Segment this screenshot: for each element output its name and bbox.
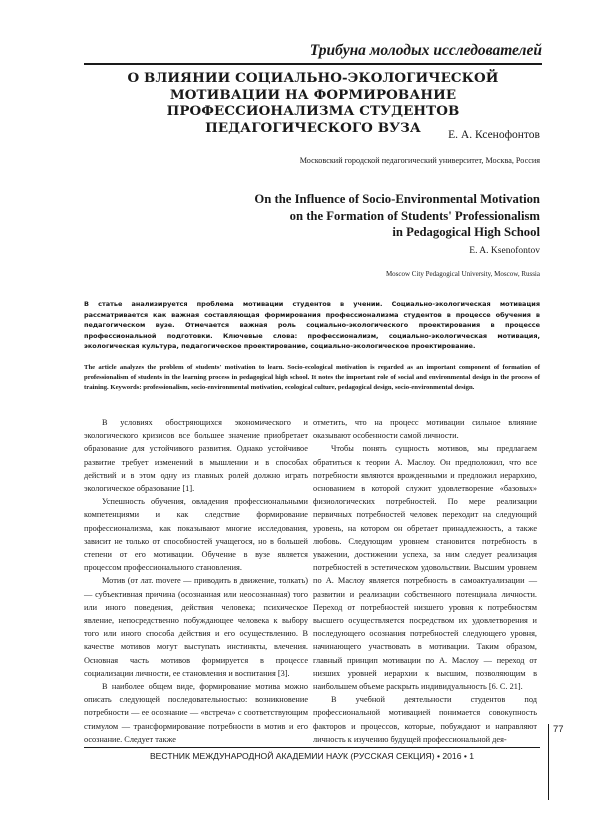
affiliation-ru: Московский городской педагогический университет, Москва, Россия	[299, 156, 540, 165]
paragraph: Чтобы понять сущность мотивов, мы предлагаем обратиться к теории А. Маслоу. Он предположил, что все потребности являются врожденными и предложил иерархию, основанием в которой служит удовлетворение «базовых» физиологических потребностей. По мере реализации первичных потребностей человек переходит на следующий уровень, на котором он обретает принадлежность, а также любовь. Следующим уровнем становится потребность в уважении, достижении успеха, за ним следует реализация потребностей в эстетическом удовольствии. Высшим уровнем по А. Маслоу является потребность в самоактуализации — развитии и реализации собственного потенциала личности. Переход от потребностей низшего уровня к потребностям высшего осуществляется посредством их удовлетворения и последующего осознания потребностей следующего уровня, начинающего участвовать в мотивации. Таким образом, главный принцип мотивации по А. Маслоу — переход от низших уровней иерархии к высшим, позволяющим в наибольшем объеме раскрыть индивидуальность [6. С. 21].	[313, 444, 537, 692]
paragraph: В условиях обостряющихся экономического и экологического кризисов все большее значение приобретает образование для устойчивого развития. Однако устойчивое развитие требует изменений в мышлении и в способах действий и в этом одну из главных ролей должно играть экологическое образование [1].	[84, 418, 308, 494]
author-ru: Е. А. Ксенофонтов	[448, 129, 540, 141]
author-en: E. A. Ksenofontov	[469, 246, 540, 256]
page-number: 77	[553, 724, 564, 735]
abstract-ru: В статье анализируется проблема мотивации студентов в учении. Социально-экологическая мотивация рассматривается как важная составляющая формирования профессионализма студентов в процессе обучения в педагогическом вузе. Отмечается важная роль социально-экологического проектирования в процессе профессиональной подготовки. Ключевые слова: профессионализм, социально-экологическая мотивация, экологическая культура, педагогическое проектирование, социально-экологическое проектирование.	[84, 300, 540, 351]
paragraph: В наиболее общем виде, формирование мотива можно описать следующей последовательностью: возникновение потребности — ее осознание — «встреча» с соответствующим стимулом — трансформирование потребности в мотив и его осознание. Следует также	[84, 682, 308, 744]
paragraph: В учебной деятельности студентов под профессиональной мотивацией понимается совокупность факторов и процессов, которые, побуждают и направляют личность к изучению будущей профессиональной дея-	[313, 695, 537, 744]
title-en-line: On the Influence of Socio-Environmental Motivation	[254, 192, 540, 206]
journal-footer: ВЕСТНИК МЕЖДУНАРОДНОЙ АКАДЕМИИ НАУК (РУССКАЯ СЕКЦИЯ) • 2016 • 1	[149, 751, 475, 761]
article-title-en	[84, 191, 540, 241]
header-rule	[84, 63, 542, 65]
title-en-line: on the Formation of Students' Professionalism	[289, 208, 540, 223]
title-en-line: in Pedagogical High School	[392, 225, 540, 239]
page-number-box	[548, 724, 571, 800]
article-title-ru: О ВЛИЯНИИ СОЦИАЛЬНО-ЭКОЛОГИЧЕСКОЙ МОТИВАЦИИ НА ФОРМИРОВАНИЕ ПРОФЕССИОНАЛИЗМА СТУДЕНТОВ ПЕДАГОГИЧЕСКОГО ВУЗА	[127, 70, 499, 136]
abstract-en: The article analyzes the problem of students' motivation to learn. Socio-ecological motivation is regarded as an important component of formation of professionalism of students in the learning process in pedagogical high school. It notes the important role of social and environmental design in the process of training. Keywords: professionalism, socio-environmental motivation, ecological culture, pedagogical design, socio-environmental design.	[84, 364, 540, 391]
paragraph: Успешность обучения, овладения профессиональными компетенциями и как следствие формирование профессионализма, как показывают многие исследования, зависит не только от способностей учащегося, но в большей степени от его мотивации. Обучение в вузе является процессом профессионального становления.	[84, 497, 308, 573]
footer-rule	[84, 747, 540, 748]
body-column-right	[313, 416, 537, 746]
paragraph: Мотив (от лат. movere — приводить в движение, толкать) — субъективная причина (осознанная или неосознанная) того или иного поведения, действия человека; психическое явление, непосредственно побуждающее человека к выбору того или иного способа действия и его осуществлению. В качестве мотивов могут выступать инстинкты, влечения. Основная часть мотивов формируется в процессе социализации личности, ее становления и воспитания [3].	[84, 576, 308, 678]
body-column-left	[84, 416, 308, 746]
section-header: Трибуна молодых исследователей	[309, 42, 542, 59]
affiliation-en: Moscow City Pedagogical University, Moscow, Russia	[385, 270, 540, 278]
paragraph: отметить, что на процесс мотивации сильное влияние оказывают особенности самой личности.	[313, 418, 537, 441]
